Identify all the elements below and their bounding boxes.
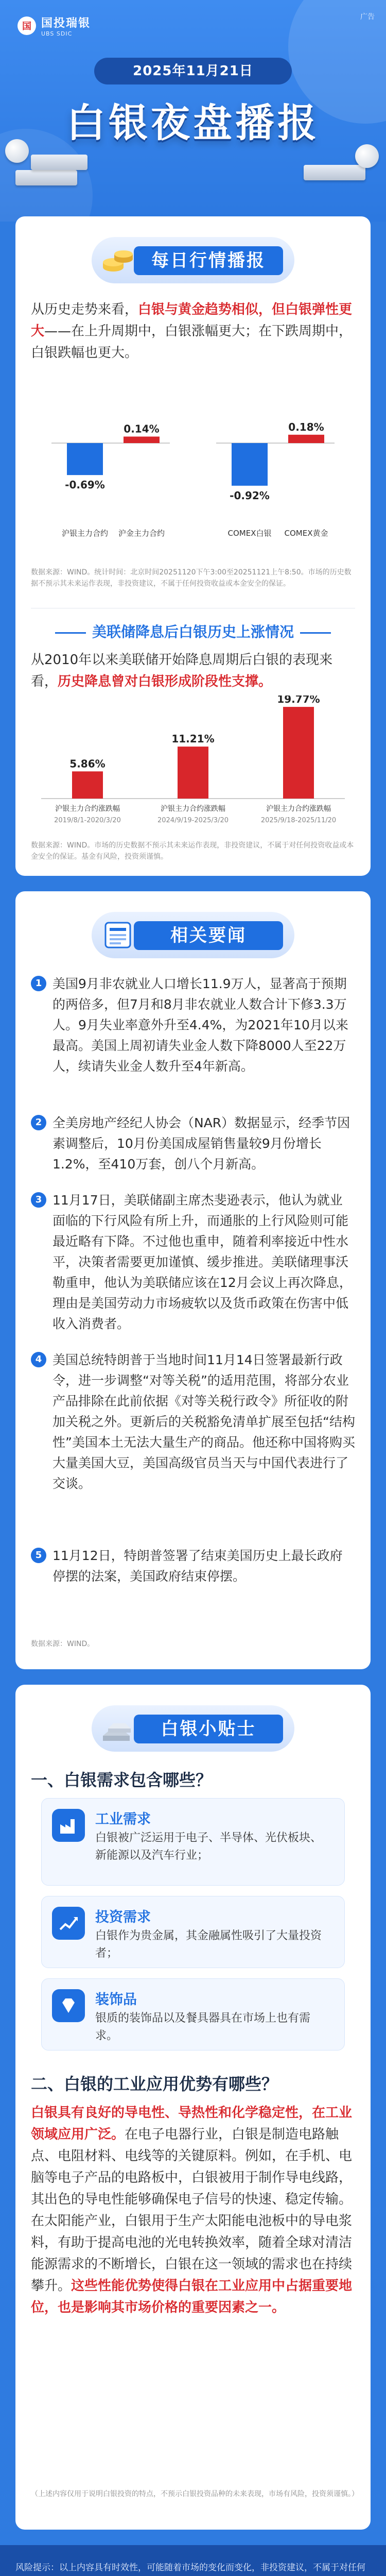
- chart-bar: [67, 443, 103, 475]
- risk-warning: 风险提示：以上内容具有时效性，可能随着市场的变化而变化，非投资建议，不属于对任何: [15, 2563, 365, 2573]
- market-report-card: [15, 216, 371, 876]
- subsection-title: [31, 621, 355, 641]
- chart-category-label: 沪银主力合约涨跌幅: [55, 805, 120, 813]
- chart-bar: [288, 435, 324, 443]
- tip-heading: 工业需求: [95, 1811, 151, 1827]
- silver-bar-icon: [15, 170, 77, 185]
- chart-data-label: -0.69%: [65, 479, 105, 492]
- chart-data-label: 0.14%: [124, 422, 160, 435]
- data-source-note: 数据来源：WIND。统计时间：北京时间20251120下午3:00至20251121上午8:50。市场的历史数据不预示其未来运作表现，非投资建议，不属于任何投资收益或本金安全的保证。: [31, 568, 352, 588]
- chart-data-label: -0.92%: [230, 489, 270, 502]
- news-item: [31, 1190, 355, 1334]
- news-text: 美国9月非农就业人口增长11.9万人，显著高于预期的两倍多，但7月和8月非农就业人数合计下修3.3万人。9月失业率意外升至4.4%，为2021年10月以来最高。美国上周初请失业金人数下降8000人至22万人，续请失业金人数升至4年新高。: [52, 976, 348, 1074]
- diamond-icon: [52, 1989, 85, 2022]
- page-title: 白银夜盘播报: [66, 100, 320, 146]
- logo-en: UBS SDIC: [41, 30, 73, 37]
- logo-icon: 国: [17, 16, 36, 35]
- tip-industrial: [41, 1798, 345, 1886]
- footer: [0, 2545, 386, 2576]
- news-text: 11月12日，特朗普签署了结束美国历史上最长政府停摆的法案，美国政府结束停摆。: [52, 1548, 343, 1584]
- chart-category-label: COMEX黄金: [284, 529, 328, 538]
- para-text: 在电子电器行业，白银是制造电路触点、电阻材料、电线等的关键原料。例如，在手机、电脑等电子产品的电路板中，白银被用于制作导电线路，其出色的导电性能够确保电子信号的快速、稳定传输。在太阳能产业，白银用于生产太阳能电池板中的导电浆料，有助于提高电池的光电转换效率，随着全球对清洁能源需求的不断增长，白银在这一领域的需求也在持续攀升。: [31, 2127, 353, 2294]
- chart-bar: [72, 771, 103, 799]
- data-source-note: 数据来源：WIND。: [31, 1640, 95, 1648]
- news-number: 2: [31, 1115, 46, 1130]
- intro-text: 从历史走势来看，: [31, 302, 138, 317]
- para-highlight: 历史降息曾对白银形成阶段性支撑。: [58, 674, 272, 689]
- chart-bar: [178, 747, 208, 799]
- tip-body: 白银作为贵金属，其金融属性吸引了大量投资者；: [95, 1929, 322, 1960]
- ad-tag: 广告: [360, 13, 375, 21]
- news-number: 4: [31, 1352, 46, 1367]
- intro-text: ——在上升周期中，白银涨幅更大；在下跌周期中，白银跌幅也更大。: [31, 324, 353, 361]
- date-pill: 2025年11月21日: [94, 58, 292, 84]
- tip-body: 银质的装饰品以及餐具器具在市场上也有需求。: [95, 2012, 311, 2042]
- chart-up-icon: [52, 1907, 85, 1940]
- chart-period-label: 2019/8/1-2020/3/20: [54, 817, 121, 824]
- silver-bar-icon: [31, 155, 87, 170]
- chart-data-label: 19.77%: [277, 696, 320, 706]
- section-title: 相关要闻: [134, 921, 283, 950]
- silver-coin-icon: [355, 144, 379, 168]
- news-item: [31, 974, 355, 1077]
- news-text: 美国总统特朗普于当地时间11月14日签署最新行政令，进一步调整“对等关税”的适用范围，将部分农业产品排除在此前依据《对等关税行政令》所征收的附加关税之外。更新后的关税豁免清单扩展至包括“结构性”美国本土无法大量生产的商品。他还称中国将购买大量美国大豆，美国高级官员当天与中国代表进行了交谈。: [52, 1352, 355, 1491]
- news-number: 3: [31, 1192, 46, 1208]
- chart-bar: [124, 436, 160, 443]
- rate-cut-paragraph: [31, 649, 355, 692]
- subsection-title-text: 美联储降息后白银历史上涨情况: [92, 623, 294, 640]
- question-title: 一、白银需求包含哪些？: [31, 1770, 213, 1790]
- news-text: 11月17日，美联储副主席杰斐逊表示，他认为就业面临的下行风险有所上升，而通胀的上行风险则可能最近略有下降。不过他也重申，随着利率接近中性水平，决策者需要更加谨慎、缓步推进。美联储理事沃勒重申，他认为美联储应该在12月会议上再次降息，理由是美国劳动力市场疲软以及货币政策在伤害中低收入消费者。: [52, 1193, 352, 1331]
- chart-category-label: 沪金主力合约: [118, 529, 165, 538]
- tip-body: 白银被广泛运用于电子、半导体、光伏板块、新能源以及汽车行业；: [95, 1832, 322, 1862]
- tip-decoration: [41, 1978, 345, 2050]
- factory-icon: [52, 1809, 85, 1842]
- chart-data-label: 5.86%: [69, 757, 106, 770]
- tip-heading: 装饰品: [95, 1992, 137, 2008]
- brand-logo: [17, 14, 91, 37]
- tips-card: [15, 1685, 371, 2530]
- silver-bars-icon: [98, 1710, 138, 1747]
- chart-period-label: 2025/9/18-2025/11/20: [260, 817, 337, 824]
- chart-bar: [232, 443, 268, 486]
- silver-coin-icon: [5, 139, 29, 163]
- news-text: 全美房地产经纪人协会（NAR）数据显示，经季节因素调整后，10月份美国成屋销售量较9月份增长1.2%，至410万套，创八个月新高。: [52, 1115, 350, 1172]
- para-highlight: 这些性能优势使得白银在工业应用中占据重要地位，也是影响其市场价格的重要因素之一。: [31, 2278, 353, 2315]
- news-card: [15, 891, 371, 1669]
- daily-change-svg: [31, 381, 355, 556]
- tip-heading: 投资需求: [95, 1909, 151, 1925]
- chart-data-label: 11.21%: [171, 733, 215, 745]
- industrial-advantage-paragraph: [31, 2102, 355, 2318]
- para-highlight: 白银具有良好的导电性、导热性和化学稳定性，在工业领域应用广泛。: [31, 2105, 353, 2142]
- data-source-note: 数据来源：WIND。市场的历史数据不预示其未来运作表现，非投资建议，不属于对任何投资收益或本金安全的保证。基金有风险，投资须谨慎。: [31, 841, 354, 861]
- para-text: 从2010年以来美联储开始降息周期后白银的表现来看，: [31, 652, 333, 689]
- chart-data-label: 0.18%: [288, 420, 324, 433]
- rate-cut-svg: [31, 696, 355, 835]
- section-title: 白银小贴士: [134, 1715, 283, 1743]
- chart-category-label: COMEX白银: [227, 529, 272, 538]
- news-number: 5: [31, 1548, 46, 1563]
- news-number: 1: [31, 976, 46, 991]
- news-item: [31, 1546, 355, 1587]
- news-item: [31, 1113, 355, 1175]
- question-title: 二、白银的工业应用优势有哪些？: [31, 2074, 278, 2094]
- tip-investment: [41, 1896, 345, 1968]
- chart-bar: [283, 707, 314, 799]
- daily-change-chart: [31, 381, 355, 556]
- logo-cn: 国投瑞银: [41, 17, 91, 30]
- coins-icon: [98, 242, 138, 278]
- newspaper-icon: [98, 917, 138, 953]
- disclaimer-note: （上述内容仅用于说明白银投资的特点，不预示白银投资品种的未来表现，市场有风险，投资须谨慎。）: [31, 2490, 359, 2498]
- section-title: 每日行情播报: [134, 246, 283, 275]
- rate-cut-chart: [31, 696, 355, 835]
- news-item: [31, 1350, 355, 1494]
- intro-paragraph: [31, 299, 355, 364]
- header-banner: [0, 0, 386, 222]
- chart-category-label: 沪银主力合约涨跌幅: [161, 805, 225, 813]
- silver-bar-icon: [304, 165, 365, 180]
- chart-category-label: 沪银主力合约: [61, 529, 109, 538]
- chart-period-label: 2024/9/19-2025/3/20: [157, 817, 229, 824]
- intro-highlight: 白银与黄金趋势相似，但白银弹性更大: [31, 302, 353, 339]
- chart-category-label: 沪银主力合约涨跌幅: [266, 805, 331, 813]
